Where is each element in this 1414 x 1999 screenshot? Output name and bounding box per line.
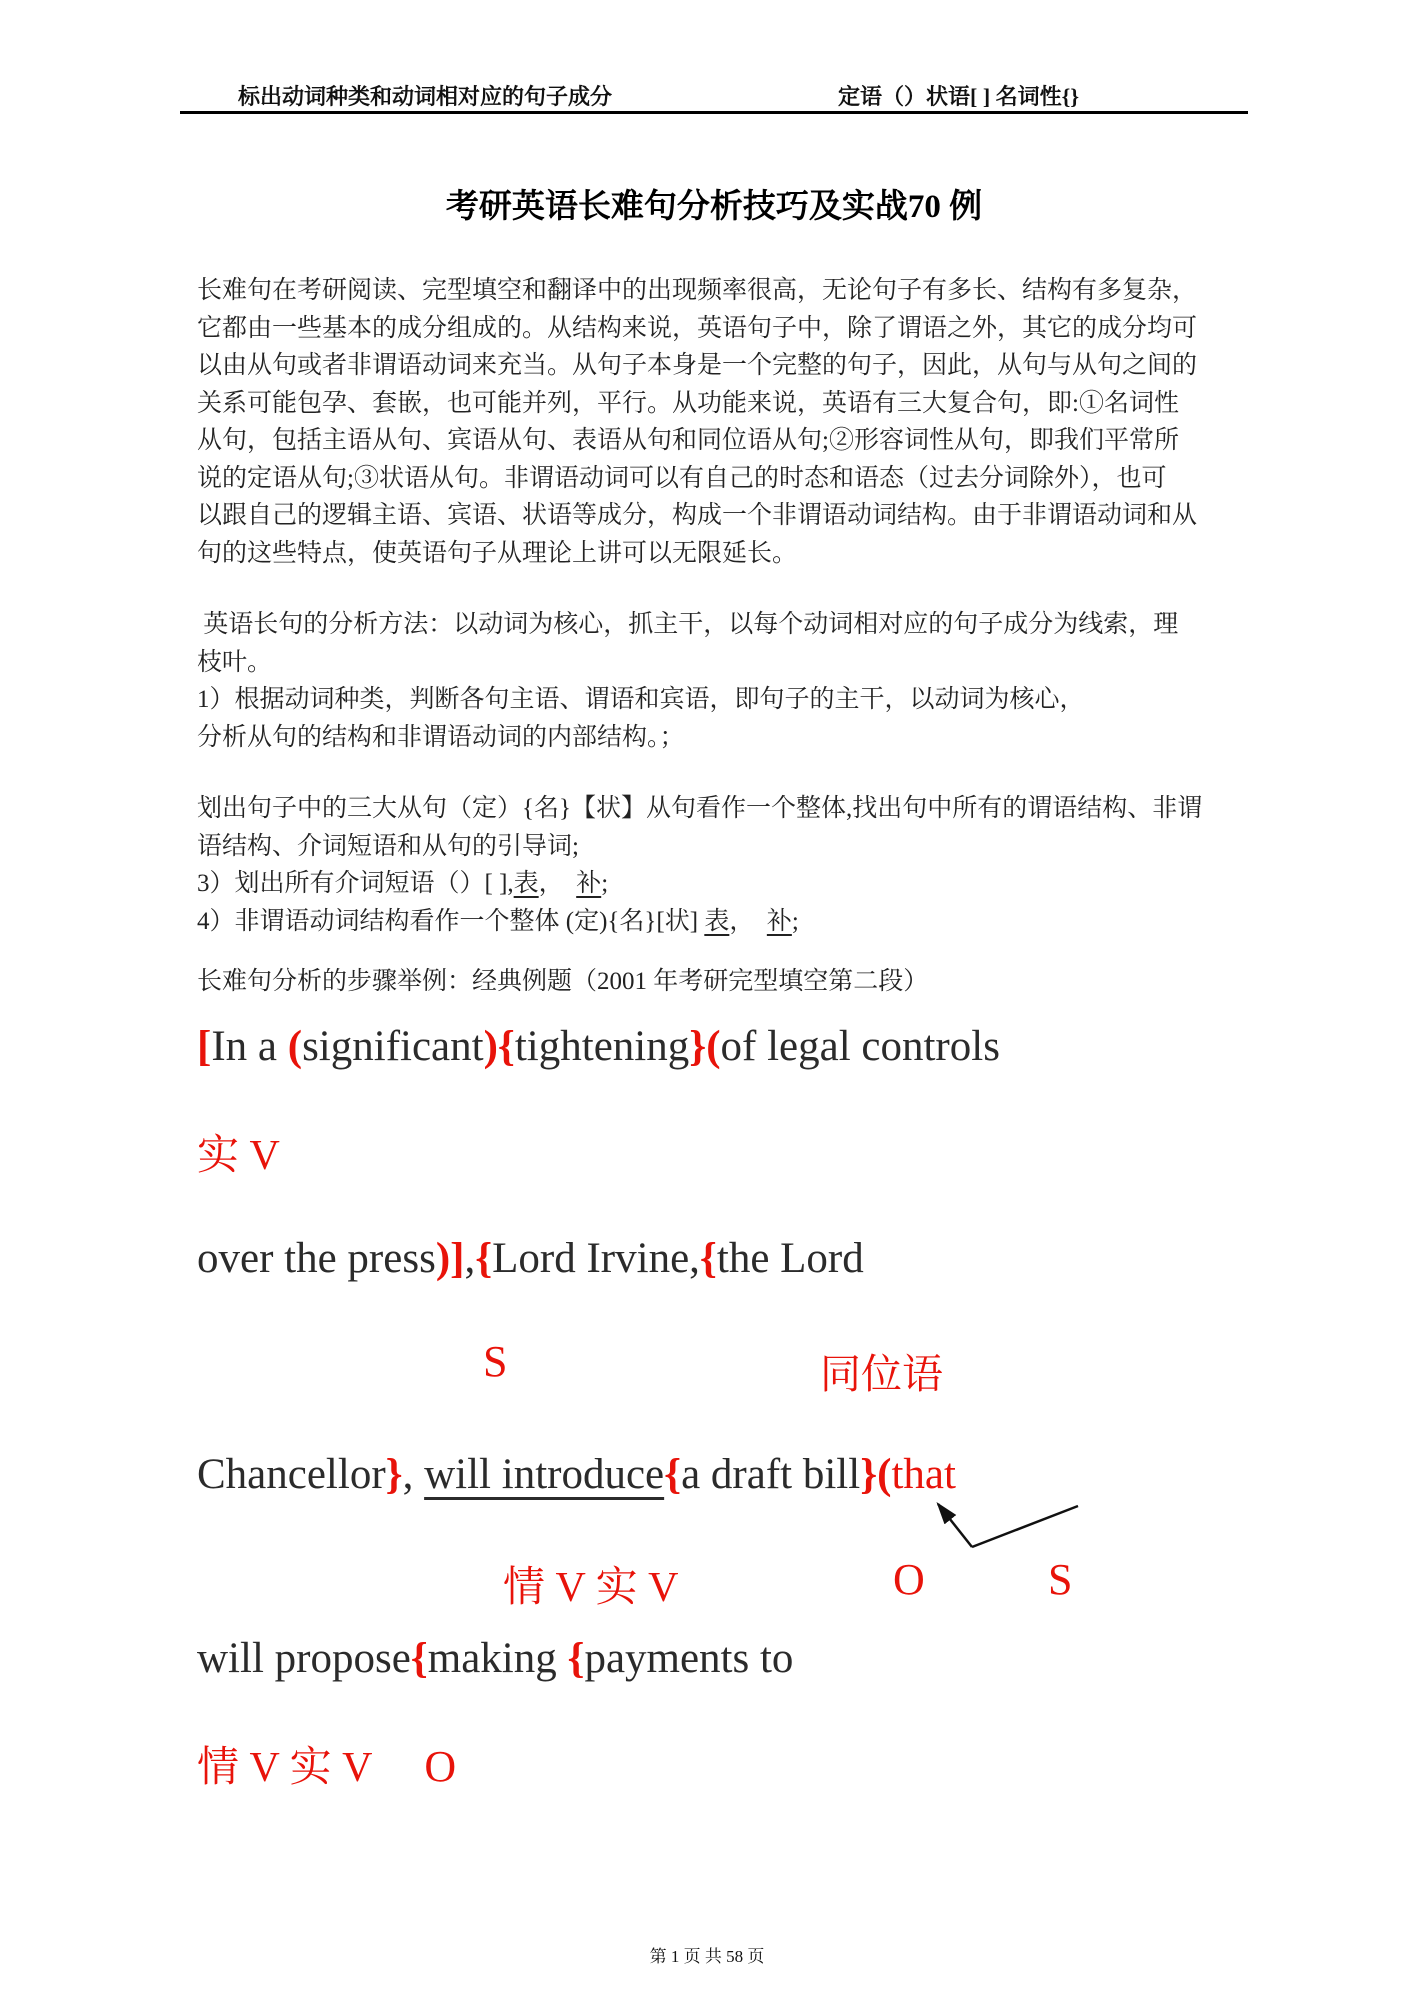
header-left-text: 标出动词种类和动词相对应的句子成分 — [238, 84, 613, 109]
sentence-line-1 — [197, 1020, 1000, 1074]
step-text: ， — [538, 870, 577, 897]
step-text: 4）非谓语动词结构看作一个整体 (定){名}[状] — [197, 907, 705, 935]
paragraph-line: 1）根据动词种类，判断各句主语、谓语和宾语，即句子的主干，以动词为核心， — [197, 686, 1085, 713]
subject-label: S — [483, 1337, 508, 1386]
step-text: ; — [601, 870, 609, 897]
brace-mark: { — [567, 1635, 585, 1682]
brace-mark: } — [689, 1023, 707, 1070]
paragraph-line — [197, 865, 1202, 903]
sentence-text: , — [464, 1235, 476, 1282]
sentence-text: In a — [211, 1023, 288, 1070]
verb-type-label: 情 V 实 V — [197, 1745, 373, 1791]
paragraph-line: 以跟自己的逻辑主语、宾语、状语等成分，构成一个非谓语动词结构。由于非谓语动词和从 — [197, 502, 1198, 529]
sentence-text: a draft bill — [681, 1451, 861, 1498]
sentence-text: over the press — [197, 1235, 436, 1282]
header-right-text: 定语（）状语[ ] 名词性{} — [838, 84, 1079, 109]
sentence-text: tightening — [514, 1023, 690, 1070]
appositive-label: 同位语 — [820, 1351, 943, 1397]
object-label: O — [893, 1555, 925, 1604]
sentence-text: , — [402, 1451, 425, 1498]
sentence-text: will propose — [197, 1635, 411, 1682]
underlined-term: 表 — [513, 870, 539, 897]
paragraph-line: 语结构、介词短语和从句的引导词; — [197, 832, 579, 860]
paragraph-line: 句的这些特点，使英语句子从理论上讲可以无限延长。 — [197, 539, 798, 567]
sentence-text: Chancellor — [197, 1451, 386, 1498]
sentence-line-3 — [197, 1448, 956, 1502]
sentence-text: making — [427, 1635, 568, 1682]
step-text: ; — [791, 907, 799, 935]
paragraph-line: 说的定语从句;③状语从句。非谓语动词可以有自己的时态和语态（过去分词除外），也可 — [197, 464, 1167, 492]
step-text: ， — [729, 907, 767, 935]
paragraph-line: 从句，包括主语从句、宾语从句、表语从句和同位语从句;②形容词性从句，即我们平常所 — [197, 427, 1179, 454]
paragraph-line — [197, 903, 1202, 941]
verb-object-labels — [197, 1734, 456, 1794]
paragraph-line: 它都由一些基本的成分组成的。从结构来说，英语句子中，除了谓语之外，其它的成分均可 — [197, 314, 1198, 342]
underlined-verb-phrase: will introduce — [424, 1451, 665, 1498]
sentence-line-4 — [197, 1632, 793, 1686]
paren-mark: ) — [483, 1023, 498, 1070]
paragraph-line: 分析从句的结构和非谓语动词的内部结构。； — [197, 723, 685, 751]
paragraph-line: 划出句子中的三大从句（定）{名}【状】从句看作一个整体,找出句中所有的谓语结构、非谓 — [197, 795, 1203, 822]
intro-paragraph — [197, 272, 1197, 572]
relative-pronoun: that — [891, 1451, 956, 1498]
paren-mark: ( — [877, 1451, 892, 1498]
steps-paragraph — [197, 790, 1202, 940]
paragraph-line: 以由从句或者非谓语动词来充当。从句子本身是一个完整的句子，因此，从句与从句之间的 — [197, 352, 1198, 379]
verb-type-label: 情 V 实 V — [503, 1565, 679, 1611]
brace-mark: { — [664, 1451, 682, 1498]
brace-mark: { — [699, 1235, 717, 1282]
underlined-term: 表 — [704, 907, 730, 935]
paren-mark: ( — [706, 1023, 721, 1070]
brace-mark: { — [497, 1023, 515, 1070]
method-paragraph — [197, 606, 1178, 756]
sentence-text: of legal controls — [720, 1023, 1000, 1070]
verb-type-label: 实 V — [197, 1133, 280, 1179]
paragraph-line: 关系可能包孕、套嵌，也可能并列，平行。从功能来说，英语有三大复合句，即:①名词性 — [197, 389, 1179, 417]
sentence-text: payments to — [584, 1635, 794, 1682]
brace-mark: } — [860, 1451, 878, 1498]
paren-mark: ( — [287, 1023, 303, 1070]
sentence-text: significant — [302, 1023, 484, 1070]
brace-mark: } — [385, 1451, 403, 1498]
brace-mark: { — [410, 1635, 428, 1682]
paragraph-line: 长难句在考研阅读、完型填空和翻译中的出现频率很高，无论句子有多长、结构有多复杂， — [197, 277, 1198, 304]
underlined-term: 补 — [766, 907, 792, 935]
page-footer: 第 1 页 共 58 页 — [649, 1947, 765, 1966]
sentence-text: the Lord — [716, 1235, 864, 1282]
subject-label: S — [1048, 1555, 1073, 1604]
bracket-mark: [ — [197, 1023, 212, 1070]
header-rule — [180, 111, 1248, 114]
object-label: O — [424, 1742, 457, 1791]
paragraph-line: 枝叶。 — [197, 648, 273, 676]
step-text: 3）划出所有介词短语（）[ ], — [197, 870, 514, 897]
paragraph-line: 英语长句的分析方法：以动词为核心，抓主干，以每个动词相对应的句子成分为线索，理 — [197, 611, 1179, 638]
annotation-arrow — [920, 1493, 1090, 1555]
sentence-text: Lord Irvine, — [492, 1235, 700, 1282]
underlined-term: 补 — [576, 870, 602, 897]
sentence-line-2 — [197, 1232, 864, 1286]
brace-mark: { — [475, 1235, 493, 1282]
bracket-mark: )] — [435, 1235, 465, 1282]
document-title: 考研英语长难句分析技巧及实战70 例 — [445, 189, 983, 225]
example-caption: 长难句分析的步骤举例：经典例题（2001 年考研完型填空第二段） — [197, 968, 929, 995]
